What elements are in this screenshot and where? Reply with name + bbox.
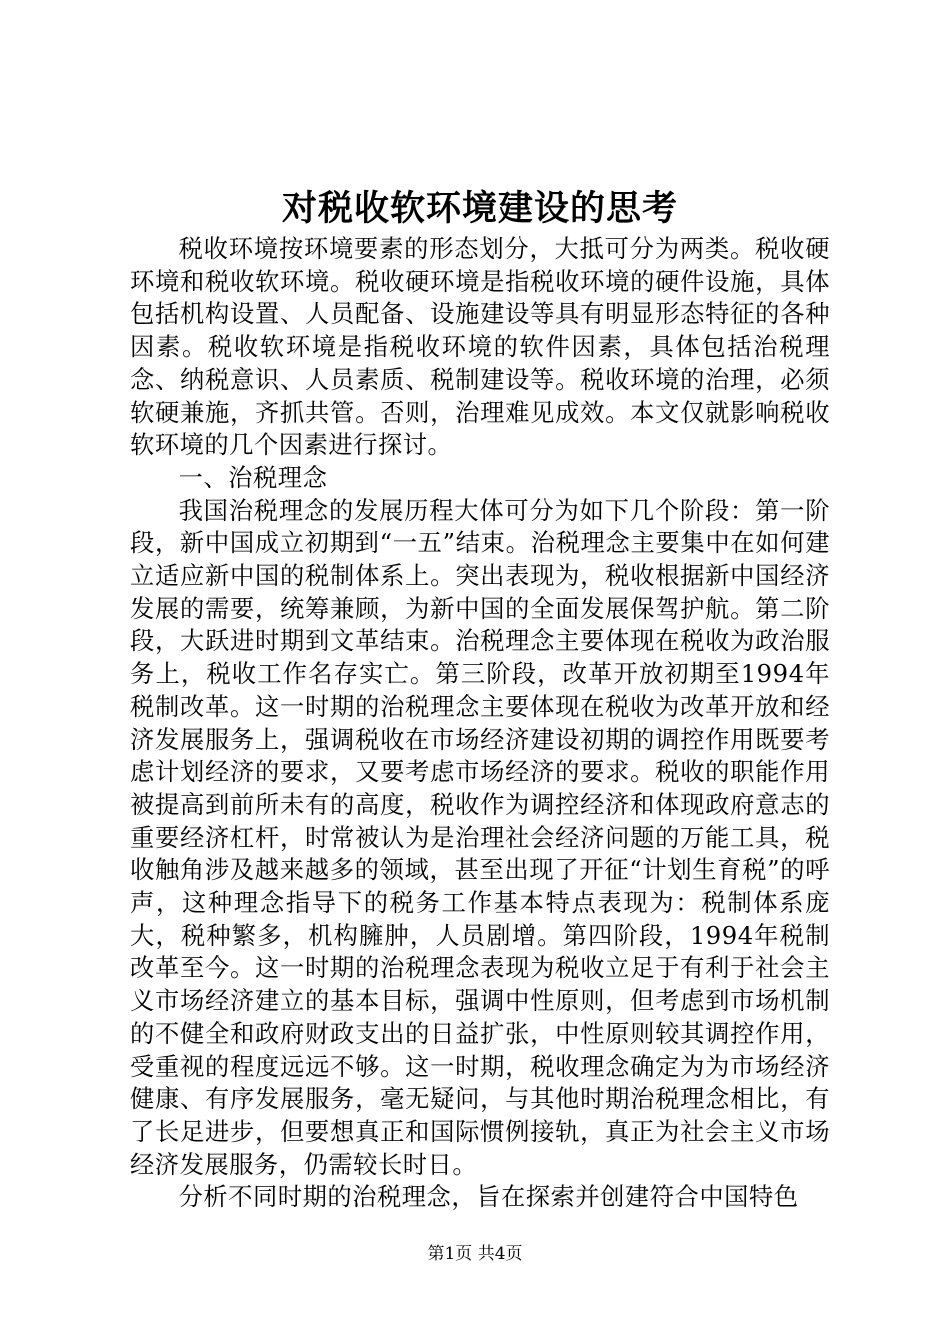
intro-paragraph: 税收环境按环境要素的形态划分，大抵可分为两类。税收硬环境和税收软环境。税收硬环境是指税收环境的硬件设施，具体包括机构设置、人员配备、设施建设等具有明显形态特征的各种因素。税收软环境是指税收环境的软件因素，具体包括治税理念、纳税意识、人员素质、税制建设等。税收环境的治理，必须软硬兼施，齐抓共管。否则，治理难见成效。本文仅就影响税收软环境的几个因素进行探讨。 xyxy=(130,234,830,460)
document-body xyxy=(130,233,830,1214)
section-heading: 一、治税理念 xyxy=(178,462,328,492)
body-paragraph: 分析不同时期的治税理念，旨在探索并创建符合中国特色 xyxy=(178,1182,799,1212)
document-title: 对税收软环境建设的思考 xyxy=(281,188,678,229)
body-paragraph: 我国治税理念的发展历程大体可分为如下几个阶段：第一阶段，新中国成立初期到“一五”结束。治税理念主要集中在如何建立适应新中国的税制体系上。突出表现为，税收根据新中国经济发展的需要，统筹兼顾，为新中国的全面发展保驾护航。第二阶段，大跃进时期到文革结束。治税理念主要体现在税收为政治服务上，税收工作名存实亡。第三阶段，改革开放初期至1994年税制改革。这一时期的治税理念主要体现在税收为改革开放和经济发展服务上，强调税收在市场经济建设初期的调控作用既要考虑计划经济的要求，又要考虑市场经济的要求。税收的职能作用被提高到前所未有的高度，税收作为调控经济和体现政府意志的重要经济杠杆，时常被认为是治理社会经济问题的万能工具，税收触角涉及越来越多的领域，甚至出现了开征“计划生育税”的呼声，这种理念指导下的税务工作基本特点表现为：税制体系庞大，税种繁多，机构臃肿，人员剧增。第四阶段，1994年税制改革至今。这一时期的治税理念表现为税收立足于有利于社会主义市场经济建立的基本目标，强调中性原则，但考虑到市场机制的不健全和政府财政支出的日益扩张，中性原则较其调控作用，受重视的程度远远不够。这一时期，税收理念确定为为市场经济健康、有序发展服务，毫无疑问，与其他时期治税理念相比，有了长足进步，但要想真正和国际惯例接轨，真正为社会主义市场经济发展服务，仍需较长时日。 xyxy=(130,495,830,1179)
page-number-footer: 第1页 共4页 xyxy=(427,1244,523,1264)
